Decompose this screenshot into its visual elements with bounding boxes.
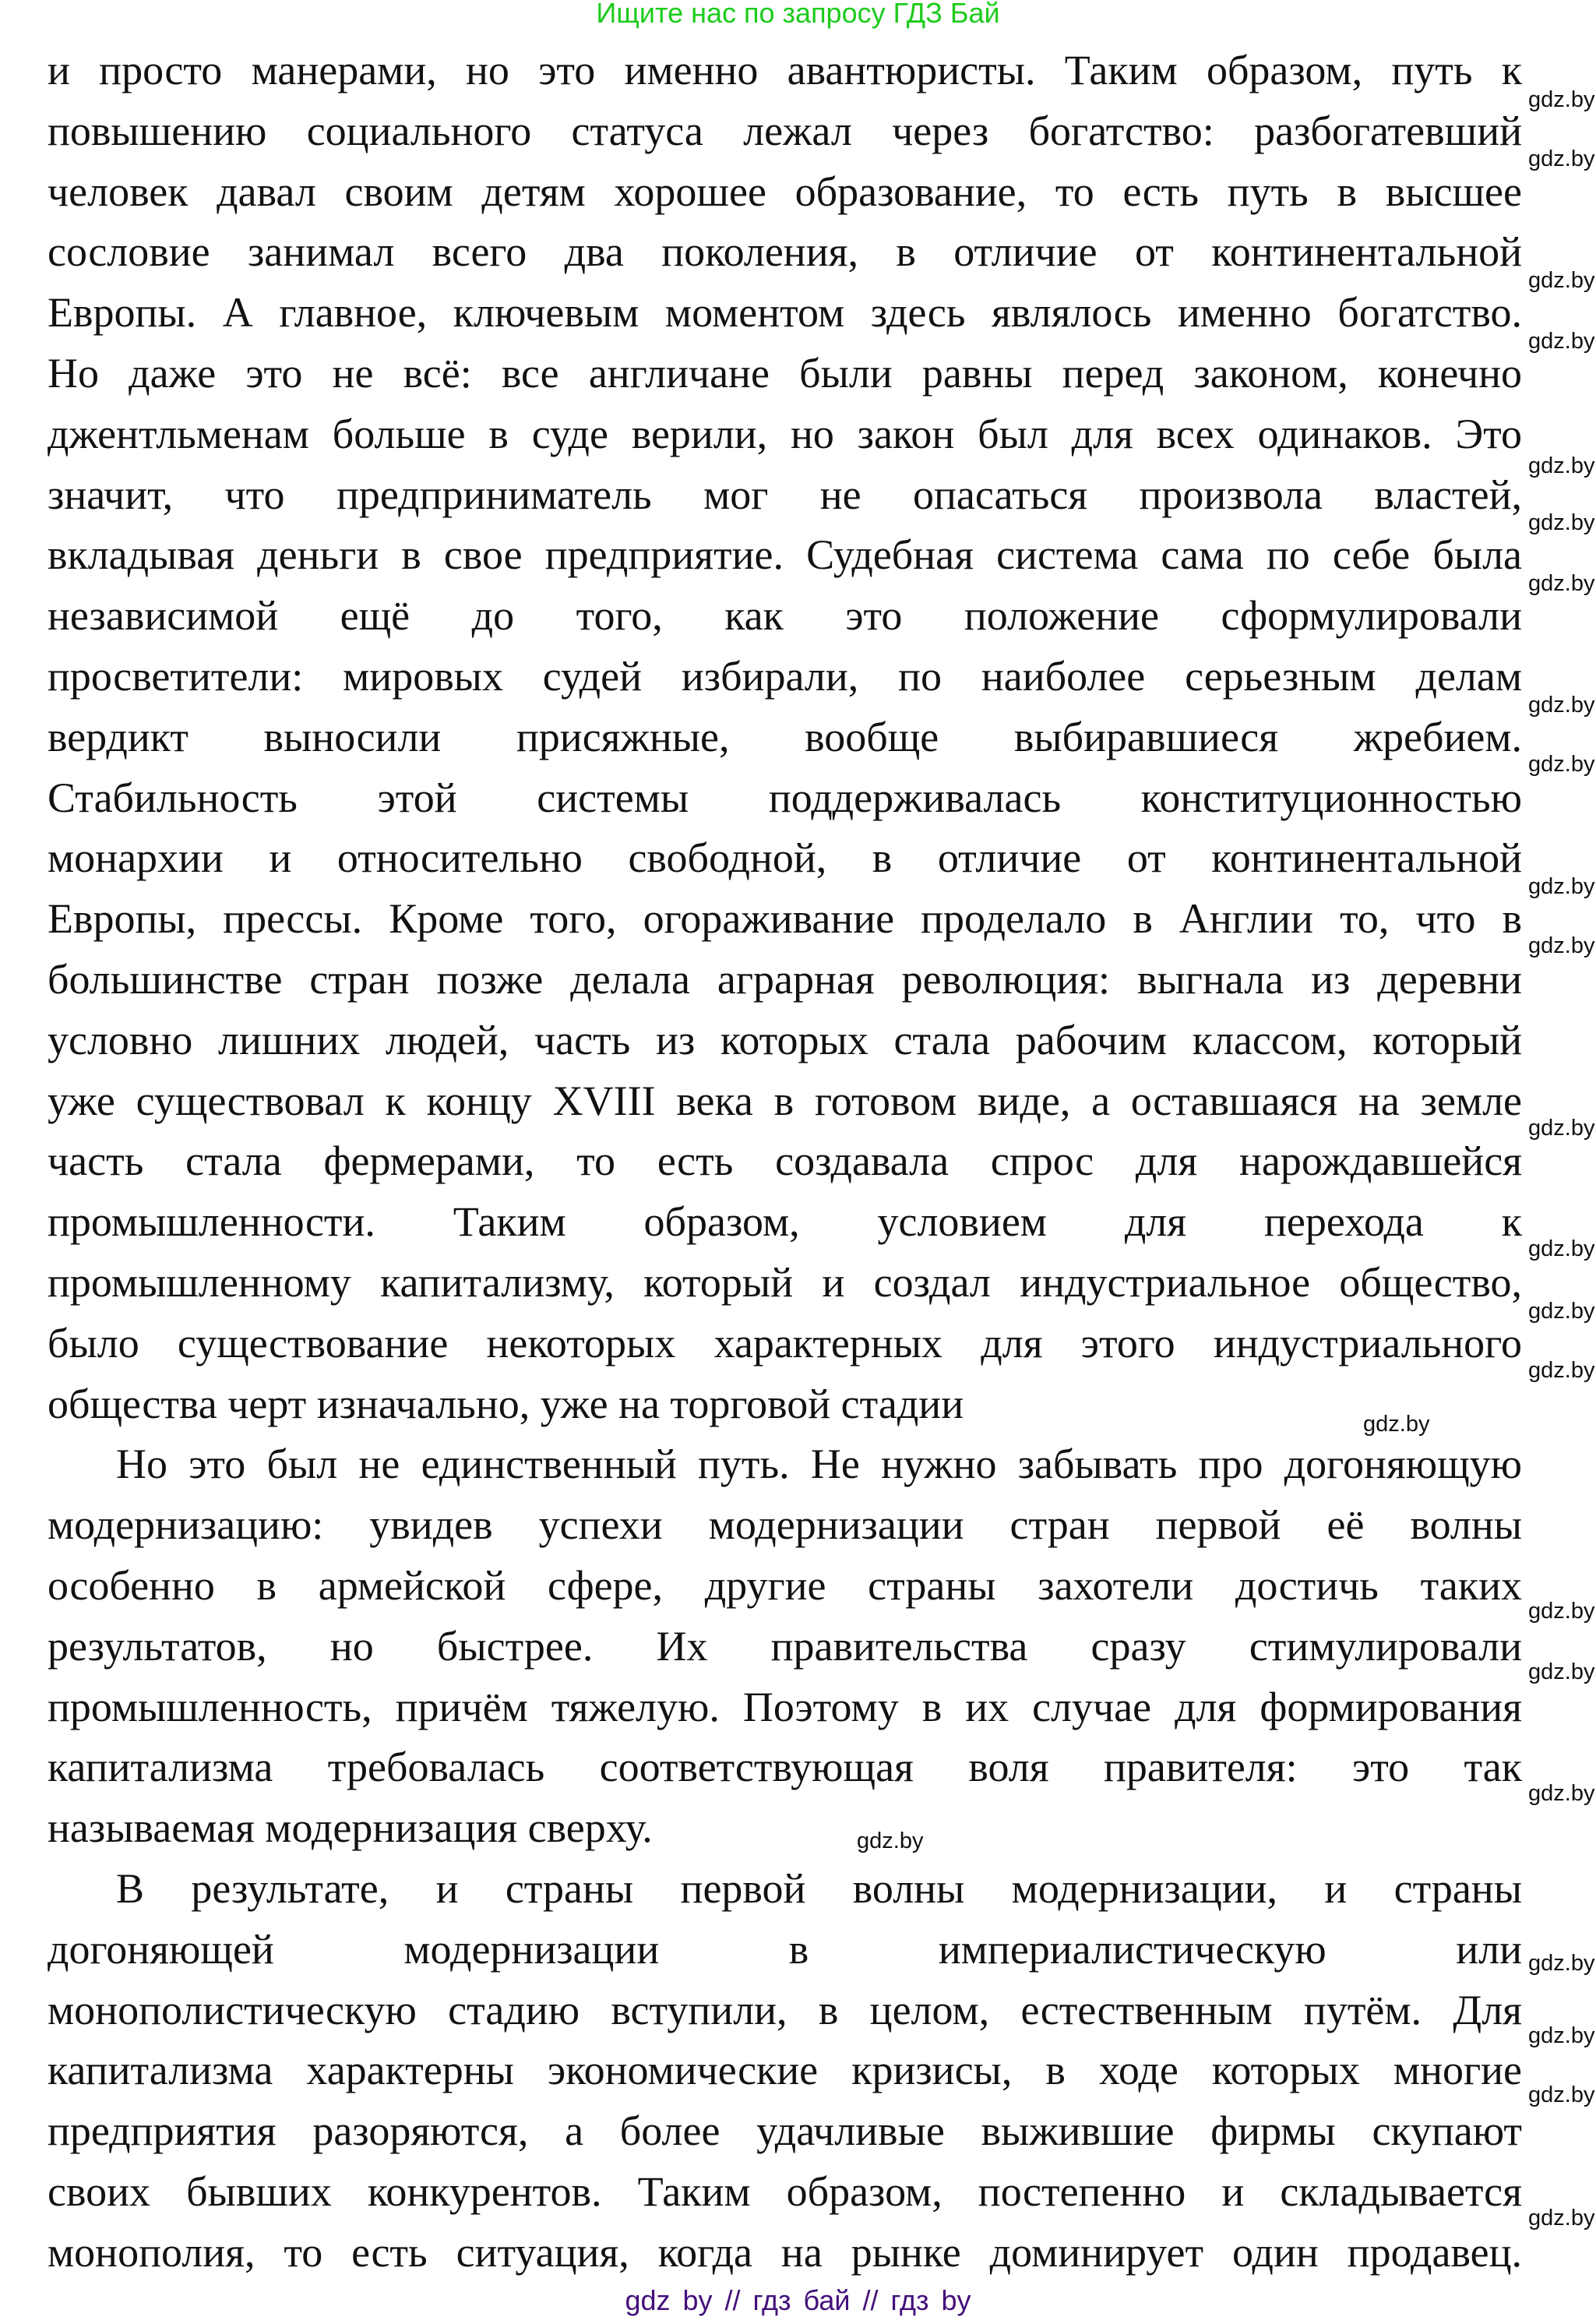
watermark: gdz.by [1528, 1599, 1595, 1624]
watermark: gdz.by [1528, 933, 1595, 958]
text-line: Но это был не единственный путь. Не нужно забывать про догоняющую [116, 1441, 1522, 1488]
text-line: промышленному капитализму, который и создал индустриальное общество, [48, 1258, 1522, 1306]
watermark: gdz.by [1528, 1781, 1595, 1806]
text-line: капитализма требовалась соответствующая воля правителя: это так [48, 1744, 1522, 1791]
text-line: большинстве стран позже делала аграрная революция: выгнала из деревни [48, 955, 1522, 1003]
text-line: предприятия разоряются, а более удачливые выжившие фирмы скупают [48, 2107, 1522, 2155]
text-line: независимой ещё до того, как это положение сформулировали [48, 592, 1522, 640]
body-text [48, 41, 1522, 2283]
text-line: вкладывая деньги в свое предприятие. Судебная система сама по себе была [48, 531, 1522, 579]
text-line: и просто манерами, но это именно авантюристы. Таким образом, путь к [48, 47, 1522, 93]
watermark: gdz.by [1528, 2023, 1595, 2048]
watermark: gdz.by [857, 1829, 924, 1853]
text-line: Европы. А главное, ключевым моментом здесь являлось именно богатство. [48, 289, 1522, 337]
text-line: капитализма характерны экономические кризисы, в ходе которых многие [48, 2047, 1522, 2094]
watermark: gdz.by [1528, 2082, 1595, 2107]
watermark: gdz.by [1528, 1116, 1595, 1141]
text-line: значит, что предприниматель мог не опасаться произвола властей, [48, 471, 1522, 518]
watermark: gdz.by [1528, 453, 1595, 478]
text-line: особенно в армейской сфере, другие страны захотели достичь таких [48, 1561, 1522, 1609]
text-line: В результате, и страны первой волны модернизации, и страны [116, 1864, 1522, 1912]
text-line: своих бывших конкурентов. Таким образом, постепенно и складывается [48, 2167, 1522, 2215]
footer-links: gdz by // гдз бай // гдз by [625, 2284, 971, 2316]
text-line: догоняющей модернизации в империалистическую или [48, 1925, 1522, 1973]
watermark: gdz.by [1528, 571, 1595, 596]
watermark: gdz.by [1528, 1236, 1595, 1261]
watermark: gdz.by [1528, 693, 1595, 718]
text-line: человек давал своим детям хорошее образование, то есть путь в высшее [48, 168, 1522, 215]
text-line: результатов, но быстрее. Их правительства сразу стимулировали [48, 1622, 1522, 1670]
text-line: было существование некоторых характерных для этого индустриального [48, 1319, 1522, 1367]
text-line: джентльменам больше в суде верили, но закон был для всех одинаков. Это [48, 410, 1522, 457]
text-line: монополистическую стадию вступили, в целом, естественным путём. Для [48, 1986, 1522, 2033]
text-line: Стабильность этой системы поддерживалась конституционностью [48, 774, 1522, 821]
watermark: gdz.by [1528, 146, 1595, 171]
watermark: gdz.by [1528, 1951, 1595, 1976]
watermark: gdz.by [1528, 1299, 1595, 1324]
watermark: gdz.by [1528, 752, 1595, 777]
text-line: сословие занимал всего два поколения, в отличие от континентальной [48, 228, 1522, 276]
text-line: вердикт выносили присяжные, вообще выбиравшиеся жребием. [48, 713, 1522, 760]
text-line: условно лишних людей, часть из которых стала рабочим классом, который [48, 1016, 1522, 1063]
text-line: промышленности. Таким образом, условием для перехода к [48, 1198, 1522, 1246]
watermark: gdz.by [1363, 1412, 1430, 1437]
search-banner: Ищите нас по запросу ГДЗ Бай [596, 0, 1000, 29]
text-line: Европы, прессы. Кроме того, огораживание проделало в Англии то, что в [48, 895, 1522, 943]
watermark: gdz.by [1528, 874, 1595, 899]
text-line: называемая модернизация сверху. [48, 1804, 653, 1852]
watermark: gdz.by [1528, 510, 1595, 535]
watermark: gdz.by [1528, 1358, 1595, 1383]
text-line: промышленность, причём тяжелую. Поэтому в их случае для формирования [48, 1683, 1522, 1730]
text-line: монархии и относительно свободной, в отличие от континентальной [48, 834, 1522, 882]
watermark: gdz.by [1528, 2206, 1595, 2231]
text-line: Но даже это не всё: все англичане были равны перед законом, конечно [48, 349, 1522, 397]
watermark: gdz.by [1528, 1659, 1595, 1684]
text-line: модернизацию: увидев успехи модернизации стран первой её волны [48, 1501, 1522, 1549]
text-line: часть стала фермерами, то есть создавала спрос для нарождавшейся [48, 1137, 1522, 1185]
watermark: gdz.by [1528, 268, 1595, 293]
text-line: монополия, то есть ситуация, когда на рынке доминирует один продавец. [48, 2228, 1522, 2276]
text-line: общества черт изначально, уже на торговой стадии [48, 1380, 964, 1427]
text-line: повышению социального статуса лежал через богатство: разбогатевший [48, 107, 1522, 154]
text-line: уже существовал к концу XVIII века в готовом виде, а оставшаяся на земле [48, 1077, 1522, 1124]
watermark: gdz.by [1528, 87, 1595, 112]
watermark: gdz.by [1528, 329, 1595, 354]
text-line: просветители: мировых судей избирали, по наиболее серьезным делам [48, 652, 1522, 700]
